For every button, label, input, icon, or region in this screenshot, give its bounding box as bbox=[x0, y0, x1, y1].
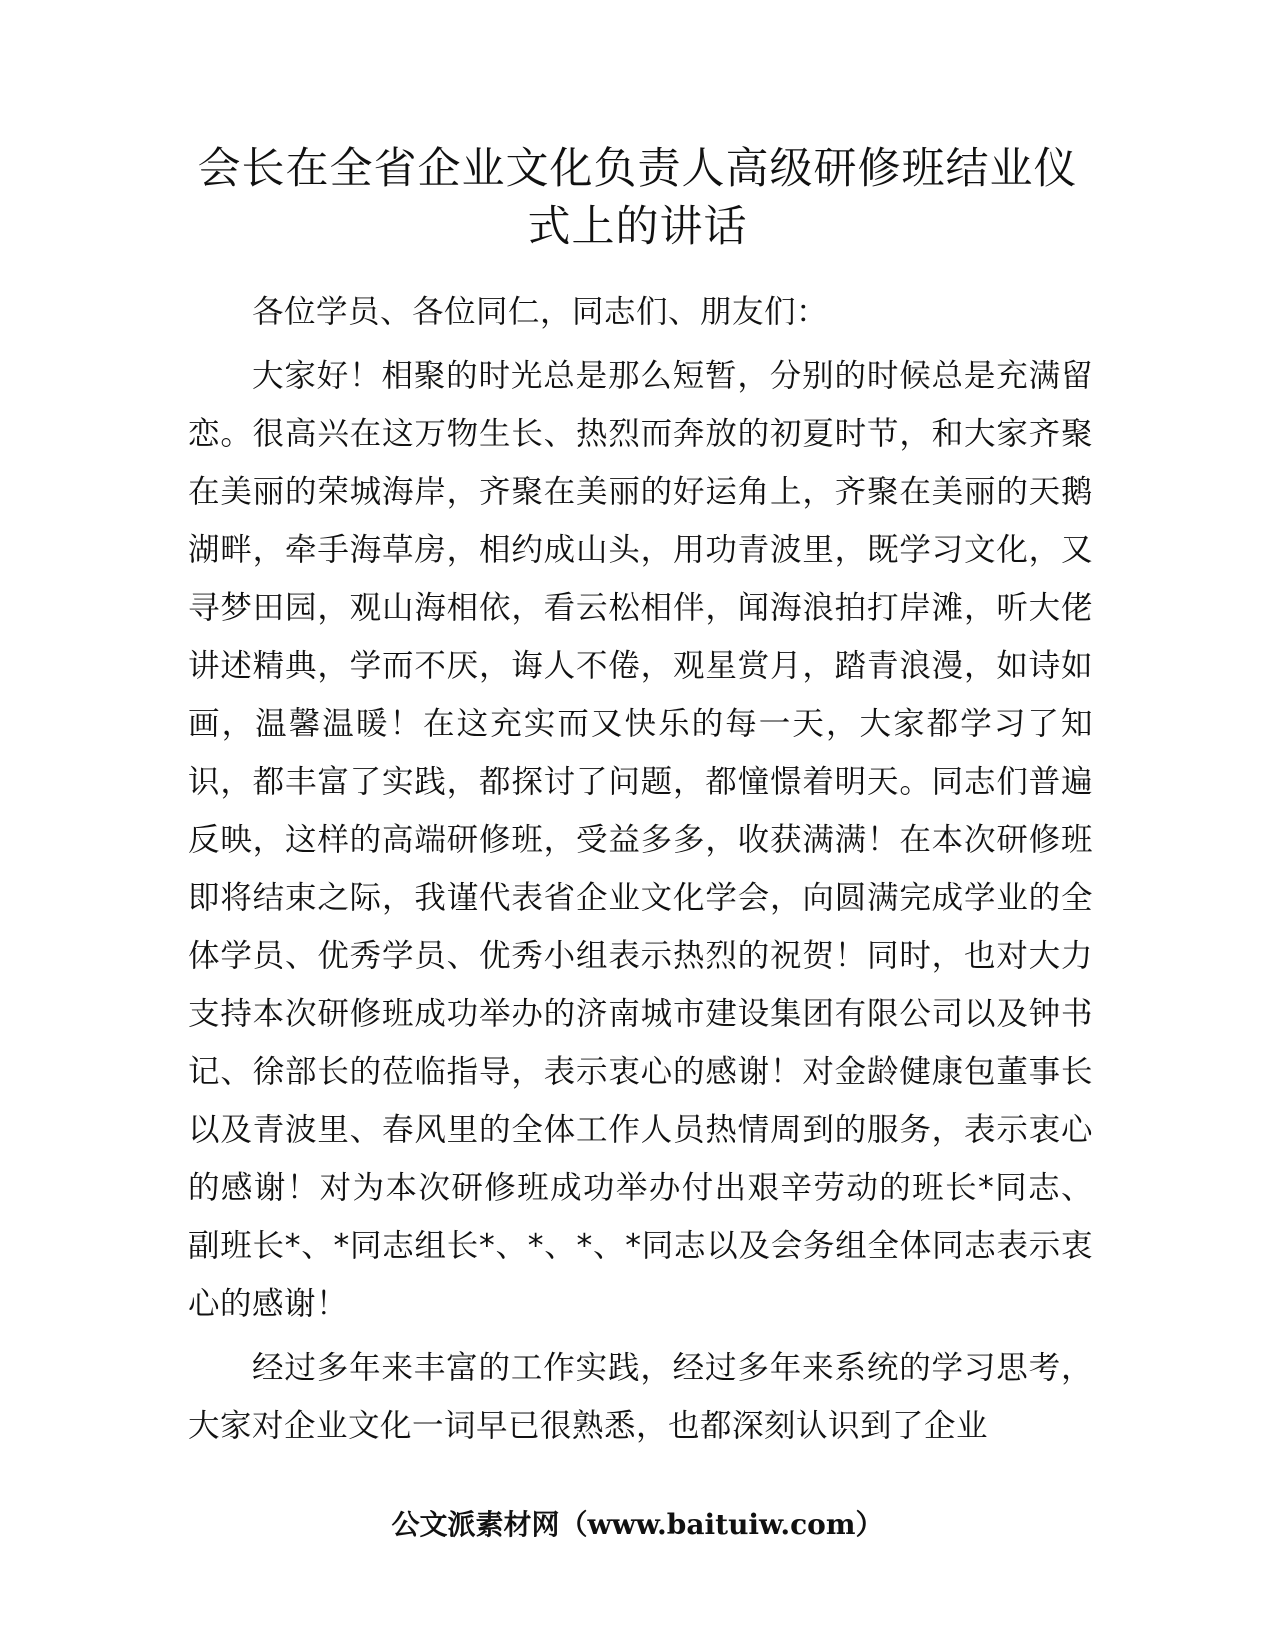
body-paragraph: 大家好！相聚的时光总是那么短暂，分别的时候总是充满留恋。很高兴在这万物生长、热烈而奔放的初夏时节，和大家齐聚在美丽的荣城海岸，齐聚在美丽的好运角上，齐聚在美丽的天鹅湖畔，牵手海草房，相约成山头，用功青波里，既学习文化，又寻梦田园，观山海相依，看云松相伴，闻海浪拍打岸滩，听大佬讲述精典，学而不厌，诲人不倦，观星赏月，踏青浪漫，如诗如画，温馨温暖！在这充实而又快乐的每一天，大家都学习了知识，都丰富了实践，都探讨了问题，都憧憬着明天。同志们普遍反映，这样的高端研修班，受益多多，收获满满！在本次研修班即将结束之际，我谨代表省企业文化学会，向圆满完成学业的全体学员、优秀学员、优秀小组表示热烈的祝贺！同时，也对大力支持本次研修班成功举办的济南城市建设集团有限公司以及钟书记、徐部长的莅临指导，表示衷心的感谢！对金龄健康包董事长以及青波里、春风里的全体工作人员热情周到的服务，表示衷心的感谢！对为本次研修班成功举办付出艰辛劳动的班长*同志、副班长*、*同志组长*、*、*、*同志以及会务组全体同志表示衷心的感谢！ bbox=[188, 358, 1093, 1322]
body-paragraph: 经过多年来丰富的工作实践，经过多年来系统的学习思考，大家对企业文化一词早已很熟悉，也都深刻认识到了企业 bbox=[188, 1350, 1093, 1444]
document-body bbox=[188, 283, 1093, 1455]
document-title: 会长在全省企业文化负责人高级研修班结业仪式上的讲话 bbox=[197, 144, 1078, 252]
footer-watermark-text: 公文派素材网（www.baituiw.com） bbox=[391, 1508, 884, 1541]
salutation-paragraph: 各位学员、各位同仁，同志们、朋友们： bbox=[252, 294, 829, 330]
